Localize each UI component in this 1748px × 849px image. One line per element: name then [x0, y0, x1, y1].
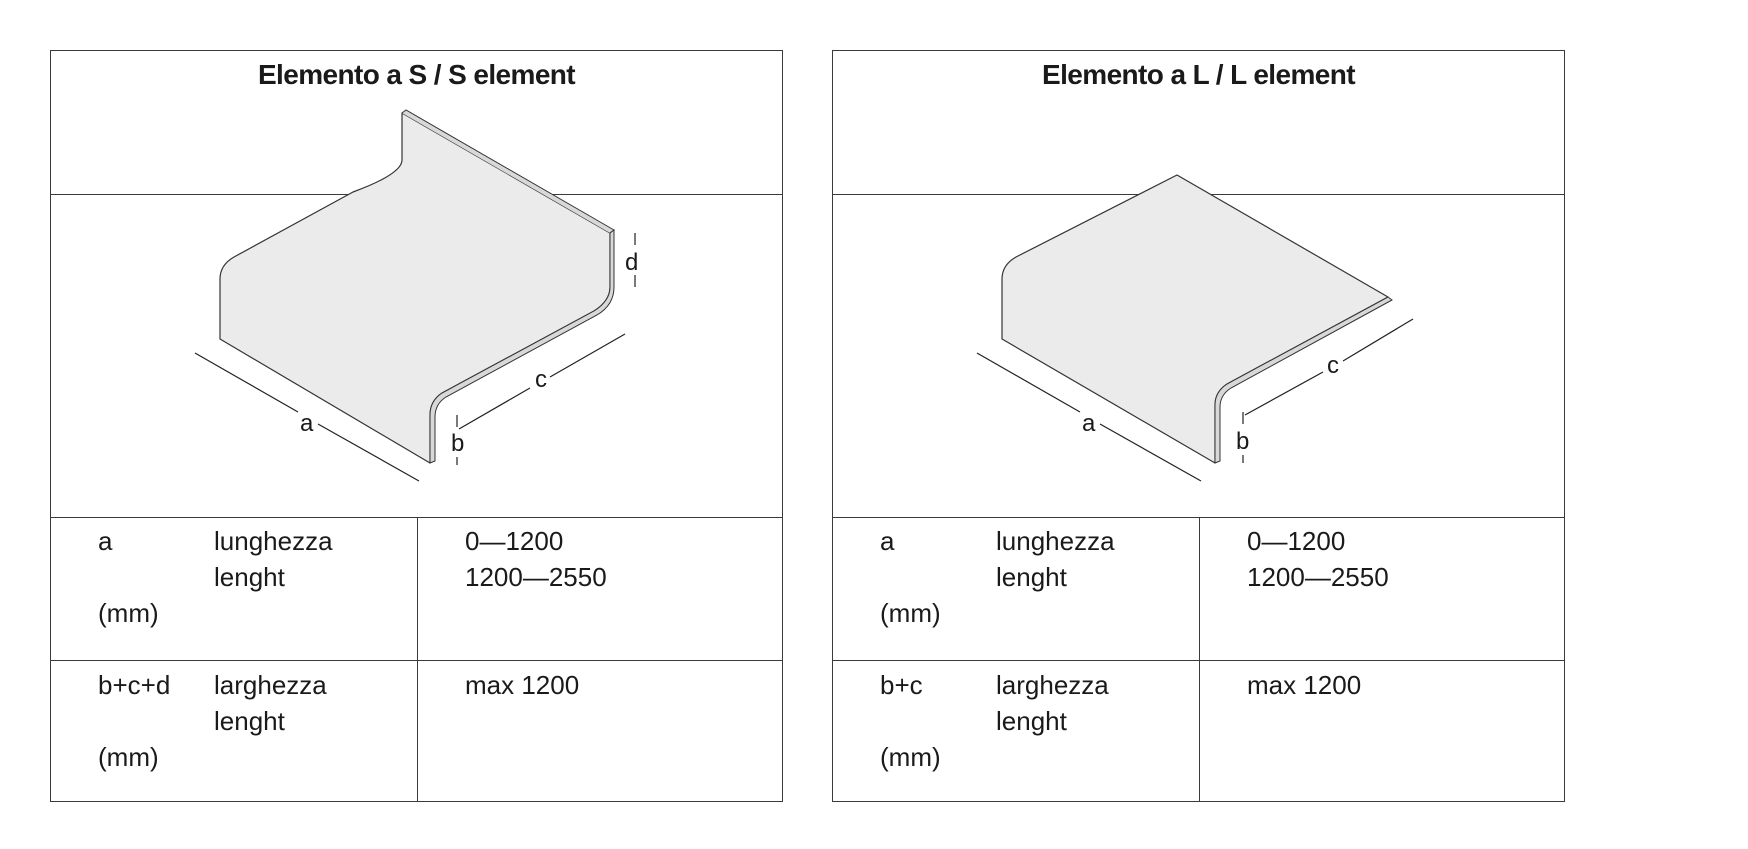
- row2-desc-en: lenght: [214, 706, 285, 736]
- row2-unit: (mm): [880, 742, 941, 772]
- row2-desc-it: larghezza: [996, 670, 1109, 700]
- row1-variable: a: [98, 526, 113, 556]
- row1-unit: (mm): [98, 598, 159, 628]
- dim-label-c: c: [1327, 352, 1339, 379]
- dim-label-a: a: [300, 410, 314, 437]
- dim-label-a: a: [1082, 410, 1096, 437]
- s-element-drawing: [51, 51, 782, 517]
- column-divider: [417, 517, 418, 801]
- row1-desc-it: lunghezza: [996, 526, 1115, 556]
- dim-label-d: d: [625, 249, 639, 276]
- row2-desc-it: larghezza: [214, 670, 327, 700]
- row2-value-1: max 1200: [465, 670, 580, 700]
- row1-desc-en: lenght: [214, 562, 285, 592]
- s-element-shape: [220, 113, 610, 463]
- l-element-panel: [832, 50, 1565, 802]
- row1-desc-en: lenght: [996, 562, 1067, 592]
- row1-value-1: 0—1200: [1247, 526, 1346, 556]
- row2-unit: (mm): [98, 742, 159, 772]
- row1-desc-it: lunghezza: [214, 526, 333, 556]
- dim-label-c: c: [535, 366, 547, 393]
- s-element-panel: [50, 50, 783, 802]
- l-element-drawing: [833, 51, 1564, 517]
- s-element-title: Elemento a S / S element: [257, 59, 576, 90]
- dim-label-b: b: [451, 430, 465, 457]
- row2-value-1: max 1200: [1247, 670, 1362, 700]
- column-divider: [1199, 517, 1200, 801]
- row1-value-2: 1200—2550: [465, 562, 607, 592]
- l-element-title: Elemento a L / L element: [1042, 59, 1355, 90]
- l-element-shape: [1002, 175, 1388, 463]
- row2-desc-en: lenght: [996, 706, 1067, 736]
- row2-variable: b+c+d: [98, 670, 171, 700]
- row1-variable: a: [880, 526, 895, 556]
- dim-label-b: b: [1236, 428, 1250, 455]
- row1-value-2: 1200—2550: [1247, 562, 1389, 592]
- row1-value-1: 0—1200: [465, 526, 564, 556]
- row1-unit: (mm): [880, 598, 941, 628]
- row2-variable: b+c: [880, 670, 923, 700]
